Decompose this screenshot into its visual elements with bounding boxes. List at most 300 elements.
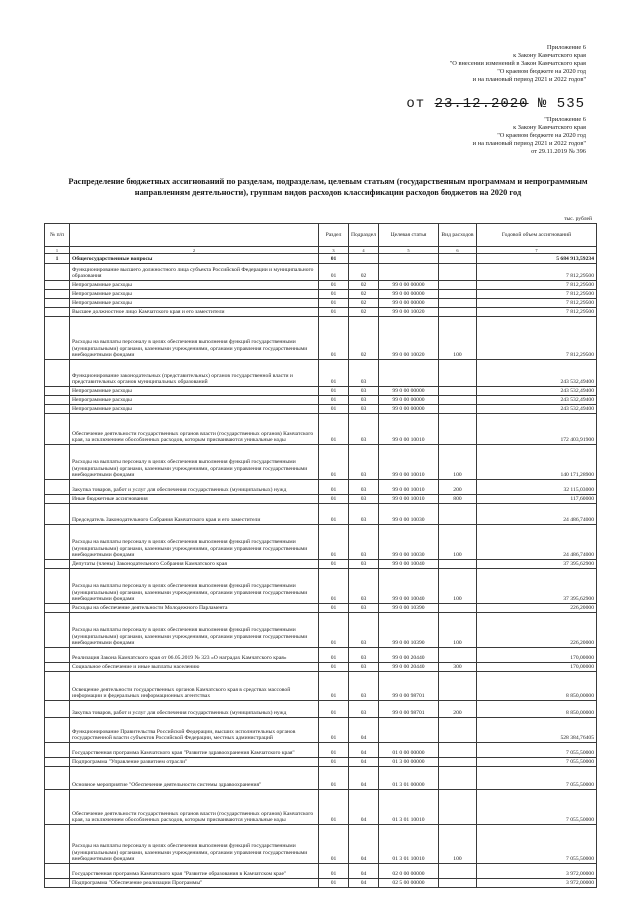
row-expense-type: 100 [439,569,477,604]
row-expense-type: 800 [439,495,477,504]
row-amount: 7 812,29500 [477,281,597,290]
row-amount: 243 532,49400 [477,405,597,414]
decree-number: № 535 [537,96,585,112]
row-target-article: 99 0 00 10020 [379,308,439,317]
row-podrazdel: 03 [349,387,379,396]
row-expense-type: 100 [439,825,477,864]
row-expense-type [439,387,477,396]
row-podrazdel: 03 [349,604,379,613]
row-expense-type [439,743,477,758]
row-expense-type [439,405,477,414]
row-expense-type [439,864,477,879]
row-amount: 7 812,29500 [477,299,597,308]
row-number [45,701,70,718]
appendix-header [450,44,586,84]
row-amount: 24 486,74000 [477,525,597,560]
row-razdel: 01 [319,672,349,701]
row-amount: 170,00000 [477,663,597,672]
row-target-article: 99 0 00 20440 [379,648,439,663]
header-line: "Приложение 6 [544,116,586,123]
row-name: Освещение деятельности государственных органов Камчатского края в средствах массовой информации и федеральных информационных агентствах [70,672,319,701]
table-row [45,317,597,360]
row-amount: 7 055,50000 [477,767,597,790]
row-amount: 7 055,50000 [477,758,597,767]
row-target-article: 99 0 00 98701 [379,701,439,718]
row-podrazdel: 02 [349,290,379,299]
row-number [45,767,70,790]
row-podrazdel: 03 [349,360,379,387]
column-number-row [45,247,597,254]
row-razdel: 01 [319,663,349,672]
row-number [45,672,70,701]
row-number [45,290,70,299]
row-podrazdel: 03 [349,525,379,560]
header-line: к Закону Камчатского края [513,124,586,131]
row-name: Непрограммные расходы [70,290,319,299]
row-podrazdel: 04 [349,864,379,879]
header-line: и на плановый период 2021 и 2022 годов" [472,76,586,83]
row-name: Функционирование законодательных (представительных) органов государственной власти и представительных органов муниципальных образований [70,360,319,387]
row-expense-type: 200 [439,701,477,718]
row-name: Расходы на выплаты персоналу в целях обеспечения выполнения функций государственными (муниципальными) органами, казенными учреждениями, органами управления государственными внебюджетными фондами [70,317,319,360]
row-expense-type [439,254,477,264]
table-row [45,525,597,560]
row-razdel: 01 [319,560,349,569]
row-podrazdel: 04 [349,767,379,790]
row-podrazdel: 02 [349,299,379,308]
row-name: Председатель Законодательного Собрания Камчатского края и его заместители [70,504,319,525]
row-podrazdel: 03 [349,613,379,648]
row-expense-type: 100 [439,525,477,560]
row-target-article: 02 5 00 00000 [379,879,439,888]
column-number: 6 [439,247,477,254]
row-expense-type [439,718,477,743]
row-target-article [379,254,439,264]
table-row [45,648,597,663]
row-expense-type [439,648,477,663]
row-target-article: 99 0 00 10390 [379,604,439,613]
header-line: от 29.11.2019 № 396 [531,148,586,155]
row-expense-type: 200 [439,480,477,495]
row-expense-type [439,560,477,569]
header-razdel: Раздел [319,224,349,247]
row-name: Высшее должностное лицо Камчатского края и его заместители [70,308,319,317]
row-podrazdel [349,254,379,264]
table-row [45,569,597,604]
row-target-article: 99 0 00 10040 [379,569,439,604]
row-name: Функционирование высшего должностного лица субъекта Российской Федерации и муниципального образования [70,264,319,281]
row-name: Расходы на выплаты персоналу в целях обеспечения выполнения функций государственными (муниципальными) органами, казенными учреждениями, органами управления государственными внебюджетными фондами [70,569,319,604]
row-target-article: 99 0 00 00000 [379,396,439,405]
row-expense-type [439,767,477,790]
row-razdel: 01 [319,701,349,718]
row-amount: 7 055,50000 [477,743,597,758]
row-name: Основное мероприятие "Обеспечение деятельности системы здравоохранения" [70,767,319,790]
row-expense-type: 100 [439,317,477,360]
row-name: Подпрограмма "Обеспечение реализации Программы" [70,879,319,888]
row-name: Обеспечение деятельности государственных органов власти (государственных органов) Камчатского края, за исключением обособленных расходов, которым присваиваются уникальные коды [70,790,319,825]
row-number [45,525,70,560]
row-number [45,743,70,758]
table-row [45,495,597,504]
row-number [45,396,70,405]
table-row [45,825,597,864]
row-target-article: 99 0 00 00000 [379,405,439,414]
row-name: Государственная программа Камчатского края "Развитие здравоохранения Камчатского края" [70,743,319,758]
column-number: 5 [379,247,439,254]
row-name: Непрограммные расходы [70,405,319,414]
decree-date: 23.12.2020 [434,96,529,112]
header-name [70,224,319,247]
row-target-article: 99 0 00 10040 [379,560,439,569]
row-podrazdel: 04 [349,790,379,825]
row-razdel: 01 [319,718,349,743]
row-razdel: 01 [319,758,349,767]
row-number [45,387,70,396]
row-razdel: 01 [319,864,349,879]
row-target-article: 99 0 00 00000 [379,281,439,290]
row-target-article: 99 0 00 10010 [379,445,439,480]
row-name: Функционирование Правительства Российской Федерации, высших исполнительных органов государственной власти субъектов Российской Федерации, местных администраций [70,718,319,743]
row-podrazdel: 04 [349,758,379,767]
row-target-article: 01 3 01 10010 [379,825,439,864]
row-name: Закупка товаров, работ и услуг для обеспечения государственных (муниципальных) нужд [70,480,319,495]
table-row [45,414,597,445]
row-target-article: 01 3 01 00000 [379,767,439,790]
row-number [45,405,70,414]
row-number [45,445,70,480]
row-name: Подпрограмма "Управление развитием отрасли" [70,758,319,767]
row-razdel: 01 [319,648,349,663]
table-row [45,718,597,743]
row-name: Расходы на обеспечение деятельности Молодежного Парламента [70,604,319,613]
row-razdel: 01 [319,445,349,480]
row-podrazdel: 03 [349,445,379,480]
row-expense-type: 100 [439,445,477,480]
row-expense-type [439,299,477,308]
row-razdel: 01 [319,299,349,308]
previous-appendix-header [473,116,586,156]
row-expense-type [439,879,477,888]
table-row [45,387,597,396]
row-number [45,604,70,613]
row-amount: 7 812,29500 [477,290,597,299]
row-razdel: 01 [319,767,349,790]
row-razdel: 01 [319,290,349,299]
row-name: Обеспечение деятельности государственных органов власти (государственных органов) Камчатского края, за исключением обособленных расходов, которым присваиваются уникальные коды [70,414,319,445]
table-row [45,360,597,387]
row-razdel: 01 [319,317,349,360]
row-amount: 37 395,62900 [477,569,597,604]
column-number: 7 [477,247,597,254]
column-number: 3 [319,247,349,254]
row-expense-type [439,604,477,613]
row-name: Непрограммные расходы [70,281,319,290]
row-razdel: 01 [319,254,349,264]
row-expense-type [439,504,477,525]
row-target-article: 99 0 00 10030 [379,525,439,560]
row-target-article [379,360,439,387]
row-target-article: 99 0 00 00000 [379,299,439,308]
row-razdel: 01 [319,387,349,396]
row-podrazdel: 03 [349,480,379,495]
table-header-row [45,224,597,247]
row-target-article: 99 0 00 20440 [379,663,439,672]
row-amount: 243 532,49400 [477,387,597,396]
row-name: Расходы на выплаты персоналу в целях обеспечения выполнения функций государственными (муниципальными) органами, казенными учреждениями, органами управления государственными внебюджетными фондами [70,445,319,480]
table-row [45,879,597,888]
row-razdel: 01 [319,281,349,290]
row-razdel: 01 [319,790,349,825]
row-podrazdel: 03 [349,504,379,525]
row-amount: 8 850,00000 [477,701,597,718]
row-number [45,308,70,317]
row-podrazdel: 04 [349,825,379,864]
table-row [45,604,597,613]
header-line: к Закону Камчатского края [513,52,586,59]
column-number: 1 [45,247,70,254]
row-amount: 3 972,00000 [477,864,597,879]
row-target-article: 02 0 00 00000 [379,864,439,879]
row-target-article: 99 0 00 10010 [379,495,439,504]
row-target-article: 99 0 00 00000 [379,387,439,396]
row-razdel: 01 [319,525,349,560]
row-name: Закупка товаров, работ и услуг для обеспечения государственных (муниципальных) нужд [70,701,319,718]
row-number [45,504,70,525]
row-name: Общегосударственные вопросы [70,254,319,264]
row-number [45,560,70,569]
row-name: Иные бюджетные ассигнования [70,495,319,504]
row-number: 1 [45,254,70,264]
row-razdel: 01 [319,825,349,864]
table-row [45,299,597,308]
row-podrazdel: 02 [349,308,379,317]
row-razdel: 01 [319,264,349,281]
row-name: Государственная программа Камчатского края "Развитие образования в Камчатском крае" [70,864,319,879]
row-name: Непрограммные расходы [70,299,319,308]
row-podrazdel: 02 [349,264,379,281]
row-podrazdel: 03 [349,701,379,718]
row-razdel: 01 [319,879,349,888]
row-number [45,360,70,387]
document-title: Распределение бюджетных ассигнований по разделам, подразделам, целевым статьям (государственным программам и непрограммным направлениям деятельности), группам видов расходов классификации расходов бюджетов на 2020 год [68,177,588,197]
row-name: Непрограммные расходы [70,387,319,396]
row-podrazdel: 04 [349,718,379,743]
row-target-article: 01 3 00 00000 [379,758,439,767]
row-number [45,648,70,663]
table-row [45,560,597,569]
column-number: 4 [349,247,379,254]
table-row [45,613,597,648]
row-amount: 170,00000 [477,648,597,663]
row-razdel: 01 [319,504,349,525]
row-number [45,281,70,290]
row-target-article: 01 3 01 10010 [379,790,439,825]
column-number: 2 [70,247,319,254]
row-podrazdel: 03 [349,569,379,604]
row-number [45,758,70,767]
row-podrazdel: 02 [349,317,379,360]
row-number [45,613,70,648]
decree-stamp [406,96,585,112]
row-target-article [379,264,439,281]
row-podrazdel: 04 [349,879,379,888]
row-expense-type: 100 [439,613,477,648]
table-row [45,767,597,790]
table-row [45,663,597,672]
table-row [45,743,597,758]
row-target-article: 99 0 00 10010 [379,480,439,495]
row-number [45,825,70,864]
row-name: Расходы на выплаты персоналу в целях обеспечения выполнения функций государственными (муниципальными) органами, казенными учреждениями, органами управления государственными внебюджетными фондами [70,613,319,648]
row-expense-type [439,308,477,317]
table-row [45,504,597,525]
row-amount: 172 403,91900 [477,414,597,445]
table-row [45,396,597,405]
unit-label: тыс. рублей [564,216,592,222]
row-razdel: 01 [319,414,349,445]
row-number [45,480,70,495]
row-amount: 243 532,49400 [477,360,597,387]
row-number [45,864,70,879]
row-number [45,495,70,504]
budget-table-body [45,254,597,888]
row-number [45,569,70,604]
table-row [45,281,597,290]
row-target-article: 99 0 00 10010 [379,414,439,445]
budget-table [44,223,597,888]
row-name: Расходы на выплаты персоналу в целях обеспечения выполнения функций государственными (муниципальными) органами, казенными учреждениями, органами управления государственными внебюджетными фондами [70,525,319,560]
row-amount: 3 972,00000 [477,879,597,888]
row-target-article [379,718,439,743]
header-no: № п/п [45,224,70,247]
row-podrazdel: 02 [349,281,379,290]
row-expense-type [439,396,477,405]
row-expense-type [439,414,477,445]
row-number [45,790,70,825]
row-name: Социальное обеспечение и иные выплаты населению [70,663,319,672]
row-target-article: 99 0 00 10390 [379,613,439,648]
row-amount: 24 486,74000 [477,504,597,525]
header-line: "О внесении изменений в Закон Камчатского края [449,60,586,67]
row-expense-type [439,290,477,299]
row-razdel: 01 [319,308,349,317]
header-podrazdel: Подраздел [349,224,379,247]
row-podrazdel: 03 [349,396,379,405]
row-amount: 226,20000 [477,604,597,613]
row-expense-type [439,790,477,825]
row-podrazdel: 03 [349,663,379,672]
header-amount: Годовой объем ассигнований [477,224,597,247]
header-line: и на плановый период 2021 и 2022 годов" [472,140,586,147]
row-razdel: 01 [319,604,349,613]
row-podrazdel: 03 [349,405,379,414]
table-row [45,254,597,264]
row-razdel: 01 [319,405,349,414]
header-line: "О краевом бюджете на 2020 год [497,68,586,75]
row-number [45,718,70,743]
row-podrazdel: 03 [349,495,379,504]
table-row [45,445,597,480]
row-target-article: 99 0 00 00000 [379,290,439,299]
table-row [45,308,597,317]
row-target-article: 99 0 00 98701 [379,672,439,701]
row-expense-type [439,360,477,387]
row-target-article: 01 0 00 00000 [379,743,439,758]
table-row [45,290,597,299]
row-razdel: 01 [319,569,349,604]
row-expense-type [439,264,477,281]
row-amount: 117,60000 [477,495,597,504]
row-razdel: 01 [319,743,349,758]
table-row [45,790,597,825]
table-row [45,672,597,701]
table-row [45,701,597,718]
row-amount: 243 532,49400 [477,396,597,405]
row-number [45,879,70,888]
header-expense-type: Вид расходов [439,224,477,247]
table-row [45,864,597,879]
row-expense-type [439,758,477,767]
table-row [45,405,597,414]
row-amount: 7 812,29500 [477,308,597,317]
row-podrazdel: 04 [349,743,379,758]
header-target-article: Целевая статья [379,224,439,247]
row-expense-type [439,672,477,701]
row-target-article: 99 0 00 10030 [379,504,439,525]
row-amount: 7 055,50000 [477,825,597,864]
row-name: Расходы на выплаты персоналу в целях обеспечения выполнения функций государственными (муниципальными) органами, казенными учреждениями, органами управления государственными внебюджетными фондами [70,825,319,864]
row-podrazdel: 03 [349,672,379,701]
row-razdel: 01 [319,396,349,405]
row-number [45,299,70,308]
row-name: Реализация Закона Камчатского края от 06.05.2019 № 323 «О наградах Камчатского края» [70,648,319,663]
row-amount: 7 812,29500 [477,264,597,281]
row-number [45,264,70,281]
row-amount: 226,20000 [477,613,597,648]
row-number [45,317,70,360]
table-row [45,758,597,767]
header-line: "О краевом бюджете на 2020 год [497,132,586,139]
row-amount: 7 812,29500 [477,317,597,360]
row-podrazdel: 03 [349,648,379,663]
row-name: Непрограммные расходы [70,396,319,405]
row-razdel: 01 [319,480,349,495]
row-amount: 528 384,76405 [477,718,597,743]
row-podrazdel: 03 [349,414,379,445]
decree-prefix: от [406,96,435,112]
table-row [45,480,597,495]
row-razdel: 01 [319,613,349,648]
row-amount: 140 171,28900 [477,445,597,480]
row-razdel: 01 [319,360,349,387]
table-row [45,264,597,281]
row-target-article: 99 0 00 10020 [379,317,439,360]
row-amount: 5 684 913,59234 [477,254,597,264]
row-amount: 7 055,50000 [477,790,597,825]
row-razdel: 01 [319,495,349,504]
row-amount: 8 850,00000 [477,672,597,701]
row-number [45,414,70,445]
row-expense-type: 300 [439,663,477,672]
row-name: Депутаты (члены) Законодательного Собрания Камчатского края [70,560,319,569]
row-podrazdel: 03 [349,560,379,569]
row-number [45,663,70,672]
row-expense-type [439,281,477,290]
row-amount: 32 115,03000 [477,480,597,495]
row-amount: 37 395,62900 [477,560,597,569]
header-line: Приложение 6 [546,44,586,51]
